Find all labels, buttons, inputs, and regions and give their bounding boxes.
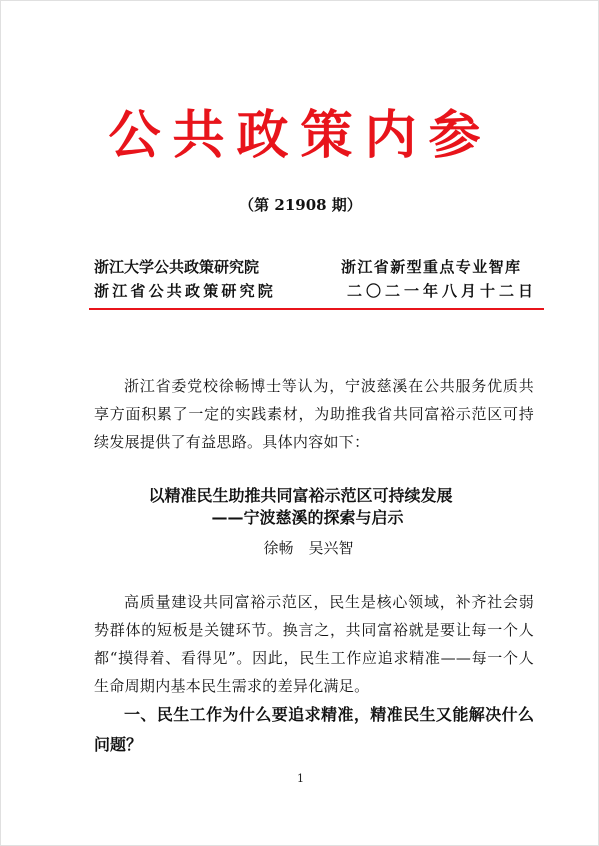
page-number: 1 (297, 772, 304, 785)
masthead-title: 公共政策内参 (108, 105, 493, 166)
publisher-left (94, 255, 276, 303)
article-authors: 徐畅 吴兴智 (263, 539, 354, 557)
article-title: 以精准民生助推共同富裕示范区可持续发展 (148, 486, 453, 505)
red-divider (89, 308, 544, 310)
publisher-left-line2: 浙江省公共政策研究院 (94, 282, 277, 300)
body-paragraph: 高质量建设共同富裕示范区，民生是核心领域，补齐社会弱势群体的短板是关键环节。换言之，共同富裕就是要让每一个人都“摸得着、看得见”。因此，民生工作应追求精准——每一个人生命周期内基本民生需求的差异化满足。 (94, 593, 534, 695)
issue-number: （第 21908 期） (239, 196, 362, 214)
publication-date: 二〇二一年八月十二日 (347, 282, 538, 300)
publisher-right-line1: 浙江省新型重点专业智库 (341, 258, 522, 276)
article-subtitle: ——宁波慈溪的探索与启示 (211, 508, 404, 527)
intro-paragraph: 浙江省委党校徐畅博士等认为，宁波慈溪在公共服务优质共享方面积累了一定的实践素材，为助推我省共同富裕示范区可持续发展提供了有益思路。具体内容如下： (94, 377, 534, 451)
publisher-left-line1: 浙江大学公共政策研究院 (94, 258, 260, 276)
section-heading: 一、民生工作为什么要追求精准，精准民生又能解决什么问题？ (94, 705, 534, 754)
publisher-right (341, 255, 537, 303)
